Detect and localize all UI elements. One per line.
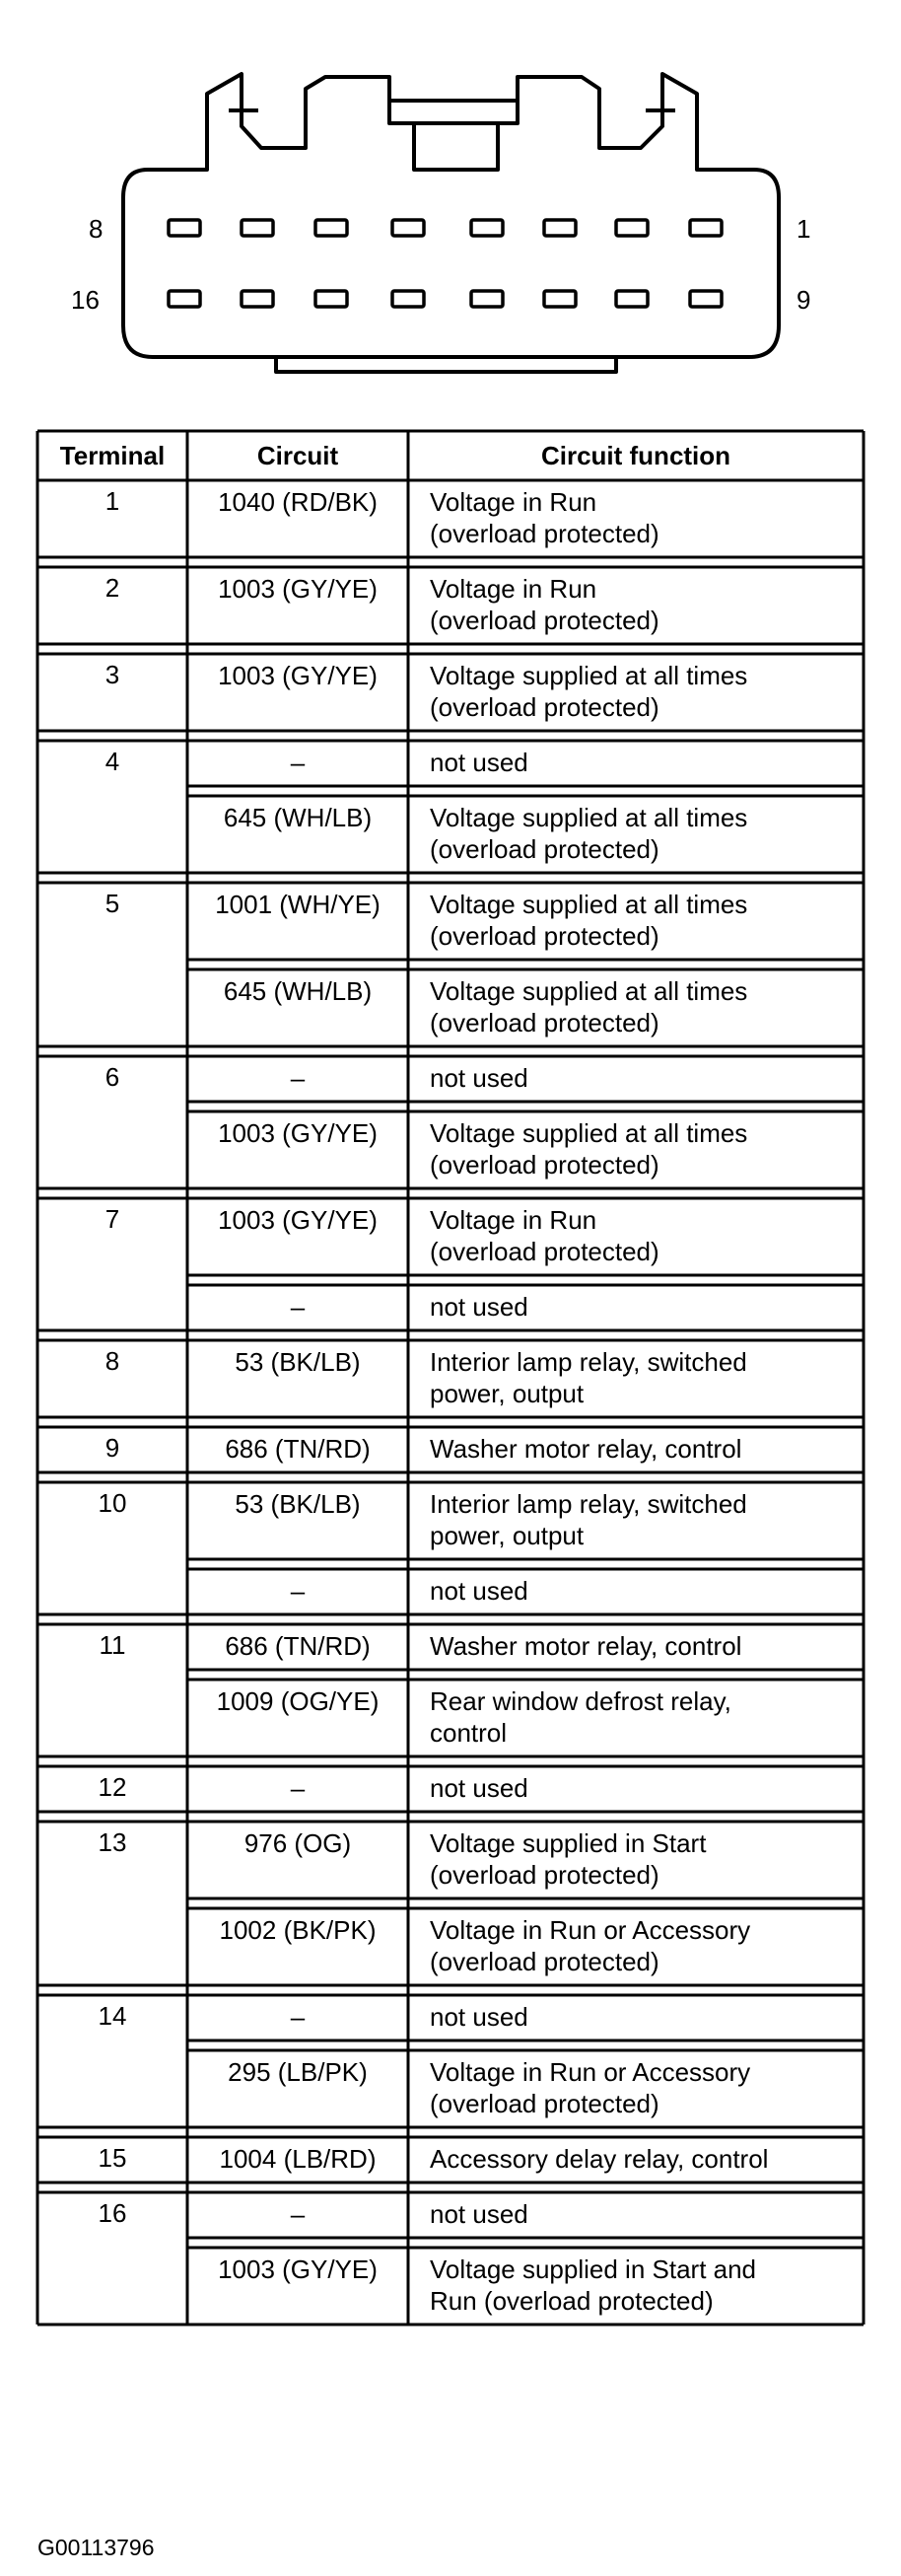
terminal-4-circuit: 645 (WH/LB)	[223, 803, 373, 832]
terminal-8-number: 8	[104, 1346, 120, 1376]
terminal-16-function-line: Run (overload protected)	[430, 2286, 714, 2316]
terminal-9-number: 9	[104, 1433, 120, 1463]
terminal-16-circuit: –	[290, 2199, 306, 2229]
terminal-13-function-line: Voltage in Run or Accessory	[430, 1915, 751, 1945]
terminal-16-function-line: not used	[430, 2199, 528, 2229]
terminal-13-circuit: 1002 (BK/PK)	[219, 1915, 377, 1945]
terminal-5-number: 5	[104, 889, 120, 918]
header-circuit-function: Circuit function	[540, 441, 731, 470]
terminal-4-function-line: not used	[430, 748, 528, 777]
header-terminal: Terminal	[59, 441, 166, 470]
pin-label-top-right: 1	[797, 214, 811, 244]
pin-label-bottom-left: 16	[71, 285, 100, 315]
terminal-8-circuit: 53 (BK/LB)	[235, 1347, 361, 1377]
terminal-3-function-line: Voltage supplied at all times	[430, 661, 748, 690]
terminal-10-function-line: not used	[430, 1576, 528, 1606]
terminal-6-function-line: not used	[430, 1063, 528, 1093]
terminal-10-circuit: 53 (BK/LB)	[235, 1489, 361, 1519]
terminal-4-number: 4	[104, 747, 120, 776]
terminal-6-circuit: 1003 (GY/YE)	[218, 1118, 378, 1148]
terminal-10-function-line: power, output	[430, 1521, 585, 1550]
terminal-4-function-line: (overload protected)	[430, 834, 659, 864]
terminal-12-function-line: not used	[430, 1773, 528, 1803]
terminal-15-function-line: Accessory delay relay, control	[430, 2144, 769, 2174]
terminal-13-circuit: 976 (OG)	[243, 1828, 352, 1858]
reference-code: G00113796	[37, 2535, 155, 2560]
terminal-4-function-line: Voltage supplied at all times	[430, 803, 748, 832]
terminal-1-circuit: 1040 (RD/BK)	[218, 487, 378, 517]
terminal-7-function-line: (overload protected)	[430, 1237, 659, 1266]
terminal-7-circuit: 1003 (GY/YE)	[218, 1205, 378, 1235]
terminal-9-circuit: 686 (TN/RD)	[225, 1434, 371, 1464]
terminal-5-function-line: (overload protected)	[430, 921, 659, 951]
terminal-1-number: 1	[104, 486, 120, 516]
terminal-2-function-line: (overload protected)	[430, 606, 659, 635]
terminal-7-circuit: –	[290, 1292, 306, 1322]
terminal-10-circuit: –	[290, 1576, 306, 1606]
terminal-3-function-line: (overload protected)	[430, 692, 659, 722]
terminal-10-number: 10	[98, 1488, 127, 1518]
terminal-1-function-line: Voltage in Run	[430, 487, 597, 517]
terminal-2-function-line: Voltage in Run	[430, 574, 597, 604]
terminal-6-circuit: –	[290, 1063, 306, 1093]
terminal-7-function-line: not used	[430, 1292, 528, 1322]
pin-label-bottom-right: 9	[797, 285, 811, 315]
terminal-13-function-line: Voltage supplied in Start	[430, 1828, 707, 1858]
pin-label-top-left: 8	[89, 214, 104, 244]
terminal-14-number: 14	[98, 2001, 127, 2031]
terminal-5-circuit: 645 (WH/LB)	[223, 976, 373, 1006]
terminal-9-function-line: Washer motor relay, control	[430, 1434, 742, 1464]
terminal-1-function-line: (overload protected)	[430, 519, 659, 548]
terminal-5-function-line: Voltage supplied at all times	[430, 976, 748, 1006]
terminal-12-circuit: –	[290, 1773, 306, 1803]
header-circuit: Circuit	[256, 441, 339, 470]
terminal-5-function-line: (overload protected)	[430, 1008, 659, 1038]
terminal-14-function-line: Voltage in Run or Accessory	[430, 2057, 751, 2087]
terminal-11-number: 11	[99, 1630, 126, 1660]
terminal-15-circuit: 1004 (LB/RD)	[219, 2144, 377, 2174]
terminal-14-circuit: 295 (LB/PK)	[228, 2057, 368, 2087]
terminal-13-number: 13	[98, 1827, 127, 1857]
terminal-11-function-line: Washer motor relay, control	[430, 1631, 742, 1661]
terminal-16-function-line: Voltage supplied in Start and	[430, 2254, 757, 2284]
terminal-14-function-line: not used	[430, 2002, 528, 2032]
terminal-11-circuit: 686 (TN/RD)	[225, 1631, 371, 1661]
terminal-11-function-line: Rear window defrost relay,	[430, 1686, 731, 1716]
terminal-5-circuit: 1001 (WH/YE)	[215, 890, 381, 919]
terminal-11-function-line: control	[430, 1718, 508, 1748]
terminal-13-function-line: (overload protected)	[430, 1860, 659, 1890]
terminal-8-function-line: Interior lamp relay, switched	[430, 1347, 747, 1377]
terminal-3-number: 3	[104, 660, 120, 689]
terminal-15-number: 15	[98, 2143, 127, 2173]
terminal-14-function-line: (overload protected)	[430, 2089, 659, 2118]
terminal-14-circuit: –	[290, 2002, 306, 2032]
terminal-16-number: 16	[98, 2198, 127, 2228]
terminal-4-circuit: –	[290, 748, 306, 777]
terminal-2-number: 2	[104, 573, 120, 603]
terminal-6-number: 6	[104, 1062, 120, 1092]
terminal-6-function-line: Voltage supplied at all times	[430, 1118, 748, 1148]
terminal-13-function-line: (overload protected)	[430, 1947, 659, 1976]
terminal-8-function-line: power, output	[430, 1379, 585, 1408]
terminal-5-function-line: Voltage supplied at all times	[430, 890, 748, 919]
terminal-16-circuit: 1003 (GY/YE)	[218, 2254, 378, 2284]
terminal-7-number: 7	[104, 1204, 120, 1234]
terminal-10-function-line: Interior lamp relay, switched	[430, 1489, 747, 1519]
terminal-6-function-line: (overload protected)	[430, 1150, 659, 1180]
terminal-3-circuit: 1003 (GY/YE)	[218, 661, 378, 690]
terminal-2-circuit: 1003 (GY/YE)	[218, 574, 378, 604]
terminal-12-number: 12	[98, 1772, 127, 1802]
terminal-11-circuit: 1009 (OG/YE)	[216, 1686, 380, 1716]
terminal-7-function-line: Voltage in Run	[430, 1205, 597, 1235]
